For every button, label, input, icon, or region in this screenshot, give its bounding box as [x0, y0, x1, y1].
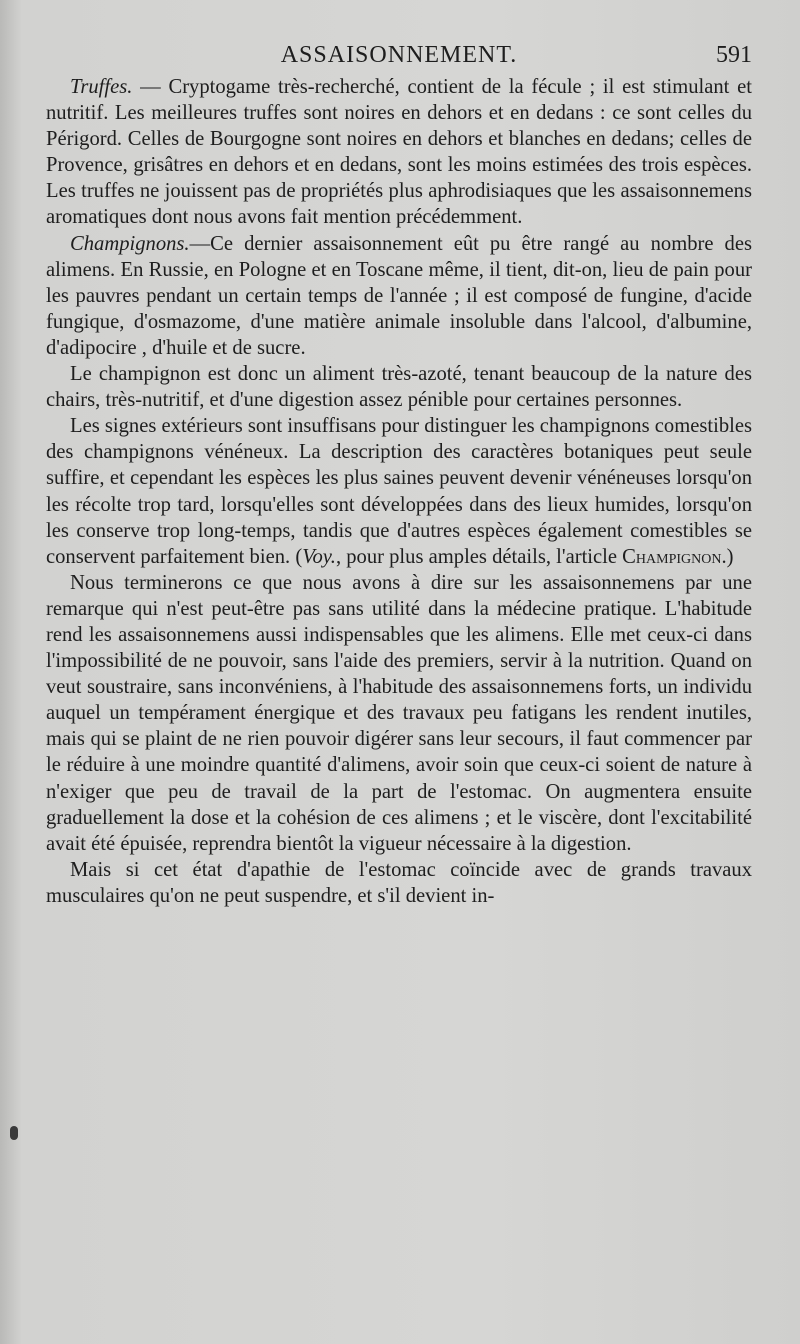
paragraph-champignons [46, 231, 752, 361]
paragraph-text: Nous terminerons ce que nous avons à dire sur les assaisonnemens par une remarque qui n'est peut-être pas sans utilité dans la médecine pratique. L'habitude rend les assaisonnemens aussi indispensables que les alimens. Elle met ceux-ci dans l'impossibilité de ne pouvoir, sans l'aide des premiers, servir à la nutrition. Quand on veut soustraire, sans inconvéniens, à l'habitude des assaisonnemens forts, un individu auquel un tempérament énergique et des travaux peu fatigans les rendent inutiles, mais qui se plaint de ne rien pouvoir digérer sans leur secours, il faut commencer par le réduire à une moindre quantité d'alimens, avoir soin que ceux-ci soient de nature à n'exiger que peu de travail de la part de l'estomac. On augmentera ensuite graduellement la dose et la cohésion de ces alimens ; et le viscère, dont l'excitabilité avait été épuisée, reprendra bientôt la vigueur nécessaire à la digestion. [46, 571, 752, 855]
paragraph-text: Les signes extérieurs sont insuffisans pour distinguer les champignons comestibles des champignons vénéneux. La description des caractères botaniques peut seule suffire, et cependant les espèces les plus saines peuvent devenir vénéneuses lorsqu'on les récolte trop tard, lorsqu'elles sont développées dans des lieux humides, lorsqu'on les conserve trop long-temps, tandis que d'autres espèces également comestibles se conservent parfaitement bien. [46, 415, 752, 568]
paragraph-signes [46, 413, 752, 570]
paragraph-lead: Truffes. [70, 76, 133, 98]
reference-article: Champignon. [622, 545, 727, 568]
paragraph-text: Le champignon est donc un aliment très-azoté, tenant beaucoup de la nature des chairs, très-nutritif, et d'une digestion assez pénible pour certaines personnes. [46, 363, 752, 412]
paragraph-truffes [46, 74, 752, 231]
running-title: ASSAISONNEMENT. [280, 42, 518, 68]
reference-mid: , pour plus amples détails, l'article [335, 545, 623, 568]
reference-open: ( [290, 545, 303, 568]
reference-close: ) [726, 545, 734, 568]
page-number: 591 [716, 42, 752, 68]
paragraph-aliment [46, 361, 752, 413]
reference-voy: Voy. [302, 545, 336, 568]
paragraph-text: — Cryptogame très-recherché, contient de la fécule ; il est stimulant et nutritif. Les meilleures truffes sont noires en dehors et en dedans : ce sont celles du Périgord. Celles de Bourgogne sont noires en dehors et blanches en dedans; celles de Provence, grisâtres en dehors et en dedans, sont les moins estimées des trois espèces. Les truffes ne jouissent pas de propriétés plus aphrodisiaques que les assaisonnemens aromatiques dont nous avons fait mention précédemment. [46, 76, 752, 229]
ink-spot [10, 1126, 18, 1140]
page-header [46, 38, 752, 78]
paragraph-apathie [46, 857, 752, 909]
paragraph-text: —Ce dernier assaisonnement eût pu être rangé au nombre des alimens. En Russie, en Pologne et en Toscane même, il tient, dit-on, lieu de pain pour les pauvres pendant un certain temps de l'année ; il est composé de fungine, d'acide fungique, d'osmazome, d'une matière animale insoluble dans l'alcool, d'albumine, d'adipocire , d'huile et de sucre. [46, 232, 752, 359]
body-text [46, 74, 752, 909]
paragraph-text: Mais si cet état d'apathie de l'estomac coïncide avec de grands travaux musculaires qu'on ne peut suspendre, et s'il devient in- [46, 858, 752, 907]
paragraph-lead: Champignons. [70, 232, 190, 255]
paragraph-remarque [46, 570, 752, 857]
